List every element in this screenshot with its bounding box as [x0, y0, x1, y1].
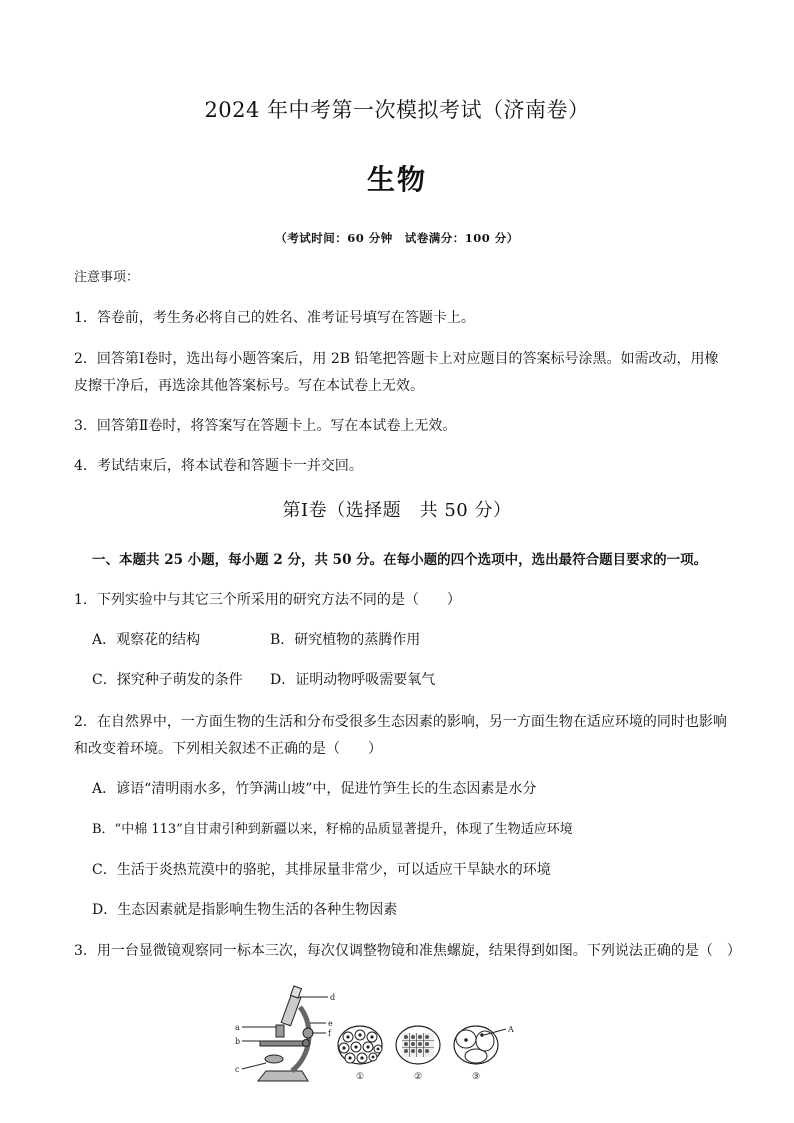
label-a: a — [235, 1023, 240, 1032]
label-d: d — [330, 993, 336, 1002]
note-item: 2．回答第Ⅰ卷时，选出每小题答案后，用 2B 铅笔把答题卡上对应题目的答案标号涂黑。如需改动，用橡 — [74, 351, 719, 367]
note-item: 3．回答第Ⅱ卷时，将答案写在答题卡上。写在本试卷上无效。 — [74, 418, 457, 434]
question-stem: 1．下列实验中与其它三个所采用的研究方法不同的是（ ） — [74, 592, 461, 608]
answer-option: A．观察花的结构 — [92, 632, 201, 648]
answer-option: D．证明动物呼吸需要氧气 — [270, 672, 436, 688]
note-item: 4．考试结束后，将本试卷和答题卡一并交回。 — [74, 458, 363, 474]
section-title: 第Ⅰ卷（选择题 共 50 分） — [282, 500, 512, 521]
label-e: e — [328, 1019, 333, 1028]
field-of-view-1 — [338, 1026, 382, 1082]
answer-option: D．生态因素就是指影响生物生活的各种生物因素 — [92, 902, 398, 918]
view-label-3: ③ — [472, 1072, 481, 1082]
answer-option: B．“中棉 113”自甘肃引种到新疆以来，籽棉的品质显著提升，体现了生物适应环境 — [92, 822, 573, 837]
label-f: f — [328, 1029, 331, 1038]
label-c: c — [235, 1065, 240, 1074]
note-item: 1．答卷前，考生务必将自己的姓名、准考证号填写在答题卡上。 — [74, 310, 475, 326]
answer-option: C．探究种子萌发的条件 — [92, 672, 243, 688]
question-stem: 2．在自然界中，一方面生物的生活和分布受很多生态因素的影响，另一方面生物在适应环境的同时也影响 — [74, 714, 727, 730]
question-stem: 3．用一台显微镜观察同一标本三次，每次仅调整物镜和准焦螺旋，结果得到如图。下列说法正确的是（ ） — [74, 943, 741, 959]
microscope-drawing — [242, 986, 328, 1081]
field-of-view-3 — [454, 1025, 514, 1082]
answer-option: C．生活于炎热荒漠中的骆驼，其排尿量非常少，可以适应干旱缺水的环境 — [92, 862, 551, 878]
answer-option: B．研究植物的蒸腾作用 — [270, 632, 421, 648]
subject-title: 生物 — [366, 163, 427, 196]
exam-info: （考试时间：60 分钟 试卷满分：100 分） — [275, 231, 519, 245]
question-stem: 和改变着环境。下列相关叙述不正确的是（ ） — [74, 741, 382, 757]
answer-option: A．谚语“清明雨水多，竹笋满山坡”中，促进竹笋生长的生态因素是水分 — [92, 781, 537, 797]
notes-heading: 注意事项： — [74, 270, 140, 285]
microscope-figure — [230, 985, 530, 1085]
view-label-2: ② — [414, 1072, 423, 1082]
section-instruction: 一、本题共 25 小题，每小题 2 分，共 50 分。在每小题的四个选项中，选出最符合题目要求的一项。 — [92, 552, 708, 568]
field-of-view-2 — [396, 1026, 440, 1082]
exam-title: 2024 年中考第一次模拟考试（济南卷） — [204, 98, 590, 122]
view-label-1: ① — [356, 1072, 365, 1082]
label-b: b — [235, 1037, 241, 1046]
note-item: 皮擦干净后，再选涂其他答案标号。写在本试卷上无效。 — [74, 378, 424, 394]
pointer-label-a: A — [508, 1025, 514, 1034]
